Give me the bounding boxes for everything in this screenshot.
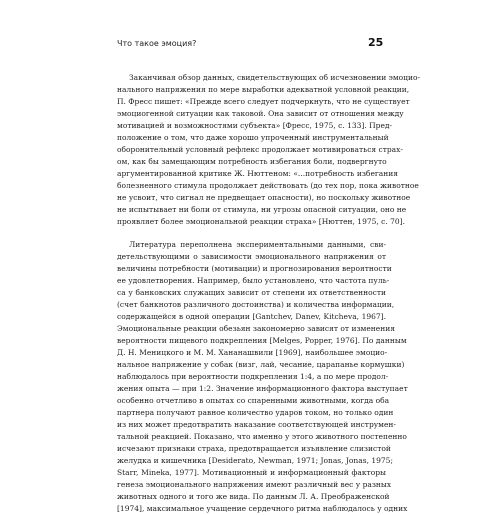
paragraph-line: аргументированной критике Ж. Нюттеном: «...потребность избегания [117,169,399,178]
page-number: 25 [368,36,384,49]
paragraph-line: проявляет более эмоциональной реакции страха» [Нюттен, 1975, с. 70]. [117,217,405,226]
paragraph-line: Литература переполнена экспериментальными данными, сви- [129,240,386,249]
paragraph-line: животных одного и того же вида. По данным Л. А. Преображенской [117,492,390,501]
paragraph-line: наблюдалось при вероятности подкрепления 1:4, а по мере продол- [117,372,389,381]
paragraph-line: особенно отчетливо в опытах со спаренными животными, когда оба [117,396,390,405]
paragraph-line: желудка и кишечника [Desiderato, Newman, 1971; Jonas, Jonas, 1975; [117,456,393,465]
paragraph-line: партнера получают равное количество ударов током, но только один [117,408,394,417]
paragraph-line: положение о том, что даже хорошо упроченный инструментальный [117,133,389,142]
paragraph-line: [1974], максимальное учащение сердечного ритма наблюдалось у одних [117,504,408,513]
paragraph-line: Эмоциональные реакции обезьян закономерно зависят от изменения [117,324,395,333]
paragraph-line: (счет банкнотов различного достоинства) и количества информации, [117,300,395,309]
paragraph-1 [117,72,421,228]
paragraph-line: эмоциогенной ситуации как таковой. Она зависит от отношения между [117,109,404,118]
paragraph-line: мотивацией и возможностями субъекта» [Фресс, 1975, с. 133]. Пред- [117,121,393,130]
paragraph-line: П. Фресс пишет: «Прежде всего следует подчеркнуть, что не существует [117,97,410,106]
paragraph-line: вероятности пищевого подкрепления [Melges, Popper, 1976]. По данным [117,336,407,345]
paragraph-line: ом, как бы замещающим потребность избегания боли, подвергнуто [117,157,387,166]
running-title: Что такое эмоция? [117,39,197,48]
paragraph-line: содержащейся в одной операции [Gantchev, Danev, Kitcheva, 1967]. [117,312,386,321]
paragraph-line: нального напряжения по мере выработки адекватной условной реакции, [117,85,410,94]
paragraph-line: Д. Н. Меницкого и М. М. Хананашвили [1969], наибольшее эмоцио- [117,348,388,357]
paragraph-line: генеза эмоционального напряжения имеют различный вес у разных [117,480,392,489]
paragraph-line: Заканчивая обзор данных, свидетельствующих об исчезновении эмоцио- [129,73,421,82]
paragraph-line: оборонительный условный рефлекс продолжает мотивироваться страх- [117,145,403,154]
paragraph-line: жения опыта — при 1:2. Значение информационного фактора выступает [117,384,408,393]
paragraph-line: детельствующими о зависимости эмоционального напряжения от [117,252,386,261]
paragraph-line: ее удовлетворения. Например, было установлено, что частота пуль- [117,276,390,285]
paragraph-line: са у банковских служащих зависит от степени их ответственности [117,288,386,297]
paragraph-line: Starr, Mineka, 1977]. Мотивационный и информационный факторы [117,468,386,477]
paragraph-line: из них может предотвратить наказание соответствующей инструмен- [117,420,396,429]
paragraph-line: болезненного стимула продолжает действовать (до тех пор, пока животное [117,181,419,190]
paragraph-line: нальное напряжение у собак (визг, лай, чесание, царапанье кормушки) [117,360,405,369]
paragraph-line: исчезают признаки страха, предотвращается изъявление слизистой [117,444,391,453]
paragraph-line: тальной реакцией. Показано, что именно у этого животного постепенно [117,432,407,441]
paragraph-2 [117,239,408,515]
paragraph-line: не усвоит, что сигнал не предвещает опасности), но поскольку животное [117,193,411,202]
paragraph-line: не испытывает ни боли от стимула, ни угрозы опасной ситуации, оно не [117,205,407,214]
paragraph-line: величины потребности (мотивации) и прогнозирования вероятности [117,264,392,273]
